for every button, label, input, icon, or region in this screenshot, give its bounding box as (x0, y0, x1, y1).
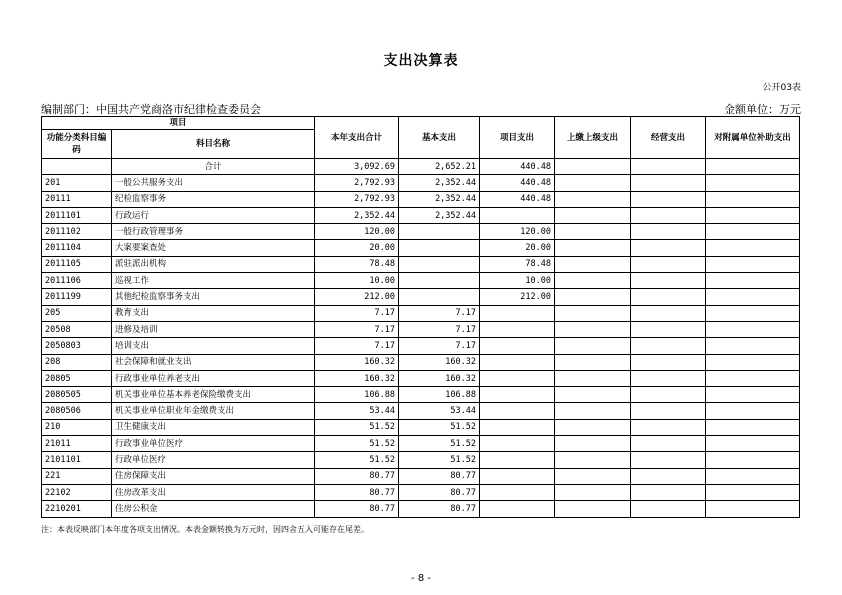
row-business (631, 501, 706, 517)
row-subject-name: 行政运行 (112, 207, 315, 223)
row-code: 221 (42, 468, 112, 484)
row-basic: 2,652.21 (399, 159, 480, 175)
row-total: 7.17 (315, 321, 399, 337)
row-code: 2011199 (42, 289, 112, 305)
row-project (480, 501, 555, 517)
row-code: 2011104 (42, 240, 112, 256)
row-project: 440.48 (480, 159, 555, 175)
row-project: 10.00 (480, 273, 555, 289)
header-total: 本年支出合计 (315, 117, 399, 159)
row-upper (555, 370, 631, 386)
row-total: 51.52 (315, 452, 399, 468)
table-row (42, 501, 800, 517)
row-project (480, 452, 555, 468)
row-subsidy (706, 207, 800, 223)
row-upper (555, 403, 631, 419)
row-upper (555, 224, 631, 240)
table-row (42, 387, 800, 403)
row-upper (555, 289, 631, 305)
row-code: 2011101 (42, 207, 112, 223)
row-subsidy (706, 273, 800, 289)
row-subsidy (706, 289, 800, 305)
row-business (631, 403, 706, 419)
row-total: 2,792.93 (315, 191, 399, 207)
row-total: 80.77 (315, 468, 399, 484)
expenditure-table (41, 116, 800, 518)
row-code: 2011106 (42, 273, 112, 289)
header-subject-name: 科目名称 (112, 130, 315, 159)
row-subject-name: 培训支出 (112, 338, 315, 354)
org-label: 编制部门：中国共产党商洛市纪律检查委员会 (41, 103, 261, 116)
table-row (42, 354, 800, 370)
table-row (42, 207, 800, 223)
row-upper (555, 240, 631, 256)
row-code: 210 (42, 419, 112, 435)
row-subsidy (706, 452, 800, 468)
row-subject-name: 一般行政管理事务 (112, 224, 315, 240)
row-subject-name: 纪检监察事务 (112, 191, 315, 207)
row-subsidy (706, 468, 800, 484)
row-subsidy (706, 240, 800, 256)
row-total: 7.17 (315, 305, 399, 321)
table-row (42, 175, 800, 191)
row-code: 2011102 (42, 224, 112, 240)
row-code: 2011105 (42, 256, 112, 272)
row-basic: 53.44 (399, 403, 480, 419)
row-subject-name: 巡视工作 (112, 273, 315, 289)
table-title: 支出决算表 (383, 53, 459, 69)
row-business (631, 191, 706, 207)
row-basic (399, 240, 480, 256)
row-code: 20805 (42, 370, 112, 386)
row-subject-name: 行政事业单位养老支出 (112, 370, 315, 386)
row-business (631, 289, 706, 305)
row-business (631, 419, 706, 435)
row-total: 80.77 (315, 484, 399, 500)
row-business (631, 452, 706, 468)
row-business (631, 224, 706, 240)
table-row (42, 191, 800, 207)
row-code: 2101101 (42, 452, 112, 468)
row-project (480, 321, 555, 337)
row-basic: 51.52 (399, 436, 480, 452)
row-basic: 2,352.44 (399, 175, 480, 191)
row-project: 212.00 (480, 289, 555, 305)
row-upper (555, 354, 631, 370)
table-row (42, 436, 800, 452)
row-code: 21011 (42, 436, 112, 452)
row-business (631, 468, 706, 484)
row-total: 160.32 (315, 354, 399, 370)
row-project (480, 419, 555, 435)
row-upper (555, 468, 631, 484)
row-basic: 51.52 (399, 452, 480, 468)
row-project (480, 387, 555, 403)
row-project: 120.00 (480, 224, 555, 240)
row-upper (555, 484, 631, 500)
header-subsidy: 对附属单位补助支出 (706, 117, 800, 159)
row-subject-name: 合计 (112, 159, 315, 175)
row-total: 120.00 (315, 224, 399, 240)
row-total: 106.88 (315, 387, 399, 403)
row-total: 212.00 (315, 289, 399, 305)
row-business (631, 338, 706, 354)
row-code: 2050803 (42, 338, 112, 354)
row-total: 51.52 (315, 419, 399, 435)
row-subject-name: 行政单位医疗 (112, 452, 315, 468)
page-number: - 8 - (411, 573, 431, 584)
table-row (42, 321, 800, 337)
row-upper (555, 452, 631, 468)
row-upper (555, 321, 631, 337)
row-subject-name: 行政事业单位医疗 (112, 436, 315, 452)
row-subject-name: 卫生健康支出 (112, 419, 315, 435)
row-code: 201 (42, 175, 112, 191)
table-meta (41, 101, 801, 117)
header-business: 经营支出 (631, 117, 706, 159)
row-subsidy (706, 224, 800, 240)
row-code (42, 159, 112, 175)
row-code: 20111 (42, 191, 112, 207)
row-basic: 7.17 (399, 305, 480, 321)
row-total: 2,792.93 (315, 175, 399, 191)
row-project: 440.48 (480, 191, 555, 207)
row-upper (555, 159, 631, 175)
row-upper (555, 338, 631, 354)
row-subject-name: 进修及培训 (112, 321, 315, 337)
row-project: 78.48 (480, 256, 555, 272)
table-row (42, 289, 800, 305)
row-basic: 106.88 (399, 387, 480, 403)
row-upper (555, 387, 631, 403)
row-total: 53.44 (315, 403, 399, 419)
row-subject-name: 住房公积金 (112, 501, 315, 517)
row-subsidy (706, 419, 800, 435)
row-total: 51.52 (315, 436, 399, 452)
row-subject-name: 教育支出 (112, 305, 315, 321)
row-upper (555, 436, 631, 452)
row-total: 7.17 (315, 338, 399, 354)
table-row (42, 452, 800, 468)
table-row (42, 338, 800, 354)
row-subject-name: 其他纪检监察事务支出 (112, 289, 315, 305)
row-code: 2210201 (42, 501, 112, 517)
table-row (42, 403, 800, 419)
row-subsidy (706, 501, 800, 517)
header-upper: 上缴上级支出 (555, 117, 631, 159)
row-upper (555, 256, 631, 272)
row-total: 78.48 (315, 256, 399, 272)
row-subject-name: 机关事业单位职业年金缴费支出 (112, 403, 315, 419)
row-subsidy (706, 354, 800, 370)
row-subject-name: 大案要案查处 (112, 240, 315, 256)
row-upper (555, 175, 631, 191)
row-subsidy (706, 321, 800, 337)
row-code: 2080505 (42, 387, 112, 403)
row-subsidy (706, 436, 800, 452)
row-subject-name: 一般公共服务支出 (112, 175, 315, 191)
row-business (631, 354, 706, 370)
unit-label: 金额单位：万元 (724, 103, 801, 116)
header-func-code: 功能分类科目编码 (42, 130, 112, 159)
header-basic: 基本支出 (399, 117, 480, 159)
table-row (42, 370, 800, 386)
row-code: 208 (42, 354, 112, 370)
row-subject-name: 住房改革支出 (112, 484, 315, 500)
row-project: 20.00 (480, 240, 555, 256)
row-subsidy (706, 159, 800, 175)
row-total: 20.00 (315, 240, 399, 256)
row-business (631, 207, 706, 223)
row-basic: 80.77 (399, 468, 480, 484)
row-subsidy (706, 256, 800, 272)
row-project: 440.48 (480, 175, 555, 191)
row-basic: 80.77 (399, 484, 480, 500)
row-basic: 7.17 (399, 338, 480, 354)
table-row (42, 240, 800, 256)
row-subsidy (706, 403, 800, 419)
row-project (480, 305, 555, 321)
row-project (480, 436, 555, 452)
header-project: 项目支出 (480, 117, 555, 159)
row-business (631, 256, 706, 272)
table-row (42, 273, 800, 289)
row-business (631, 436, 706, 452)
row-project (480, 354, 555, 370)
row-total: 10.00 (315, 273, 399, 289)
row-upper (555, 501, 631, 517)
row-basic: 2,352.44 (399, 191, 480, 207)
header-item: 项目 (42, 117, 315, 130)
row-basic: 2,352.44 (399, 207, 480, 223)
row-project (480, 403, 555, 419)
row-business (631, 240, 706, 256)
row-project (480, 484, 555, 500)
row-subject-name: 社会保障和就业支出 (112, 354, 315, 370)
row-subsidy (706, 175, 800, 191)
row-business (631, 387, 706, 403)
row-business (631, 305, 706, 321)
row-basic (399, 289, 480, 305)
row-business (631, 484, 706, 500)
row-subsidy (706, 338, 800, 354)
row-project (480, 370, 555, 386)
row-project (480, 207, 555, 223)
row-project (480, 338, 555, 354)
row-basic: 160.32 (399, 370, 480, 386)
row-subsidy (706, 387, 800, 403)
row-business (631, 159, 706, 175)
table-row-total (42, 159, 800, 175)
row-upper (555, 419, 631, 435)
table-row (42, 256, 800, 272)
table-row (42, 419, 800, 435)
row-subject-name: 派驻派出机构 (112, 256, 315, 272)
row-business (631, 370, 706, 386)
row-total: 80.77 (315, 501, 399, 517)
footnote: 注：本表反映部门本年度各项支出情况。本表金额转换为万元时，因四舍五入可能存在尾差。 (41, 525, 369, 534)
row-upper (555, 191, 631, 207)
row-basic: 80.77 (399, 501, 480, 517)
table-row (42, 305, 800, 321)
row-project (480, 468, 555, 484)
row-basic: 7.17 (399, 321, 480, 337)
row-business (631, 321, 706, 337)
table-row (42, 484, 800, 500)
row-subsidy (706, 191, 800, 207)
row-code: 20508 (42, 321, 112, 337)
row-total: 3,092.69 (315, 159, 399, 175)
row-upper (555, 305, 631, 321)
row-code: 2080506 (42, 403, 112, 419)
row-basic (399, 273, 480, 289)
table-row (42, 468, 800, 484)
row-total: 2,352.44 (315, 207, 399, 223)
row-subsidy (706, 305, 800, 321)
row-total: 160.32 (315, 370, 399, 386)
row-business (631, 175, 706, 191)
row-subject-name: 住房保障支出 (112, 468, 315, 484)
row-upper (555, 207, 631, 223)
table-body (42, 159, 800, 518)
row-code: 205 (42, 305, 112, 321)
table-row (42, 224, 800, 240)
row-business (631, 273, 706, 289)
row-upper (555, 273, 631, 289)
row-basic (399, 224, 480, 240)
row-subsidy (706, 370, 800, 386)
row-basic (399, 256, 480, 272)
row-basic: 51.52 (399, 419, 480, 435)
table-code: 公开03表 (762, 83, 801, 93)
row-code: 22102 (42, 484, 112, 500)
row-basic: 160.32 (399, 354, 480, 370)
row-subject-name: 机关事业单位基本养老保险缴费支出 (112, 387, 315, 403)
row-subsidy (706, 484, 800, 500)
